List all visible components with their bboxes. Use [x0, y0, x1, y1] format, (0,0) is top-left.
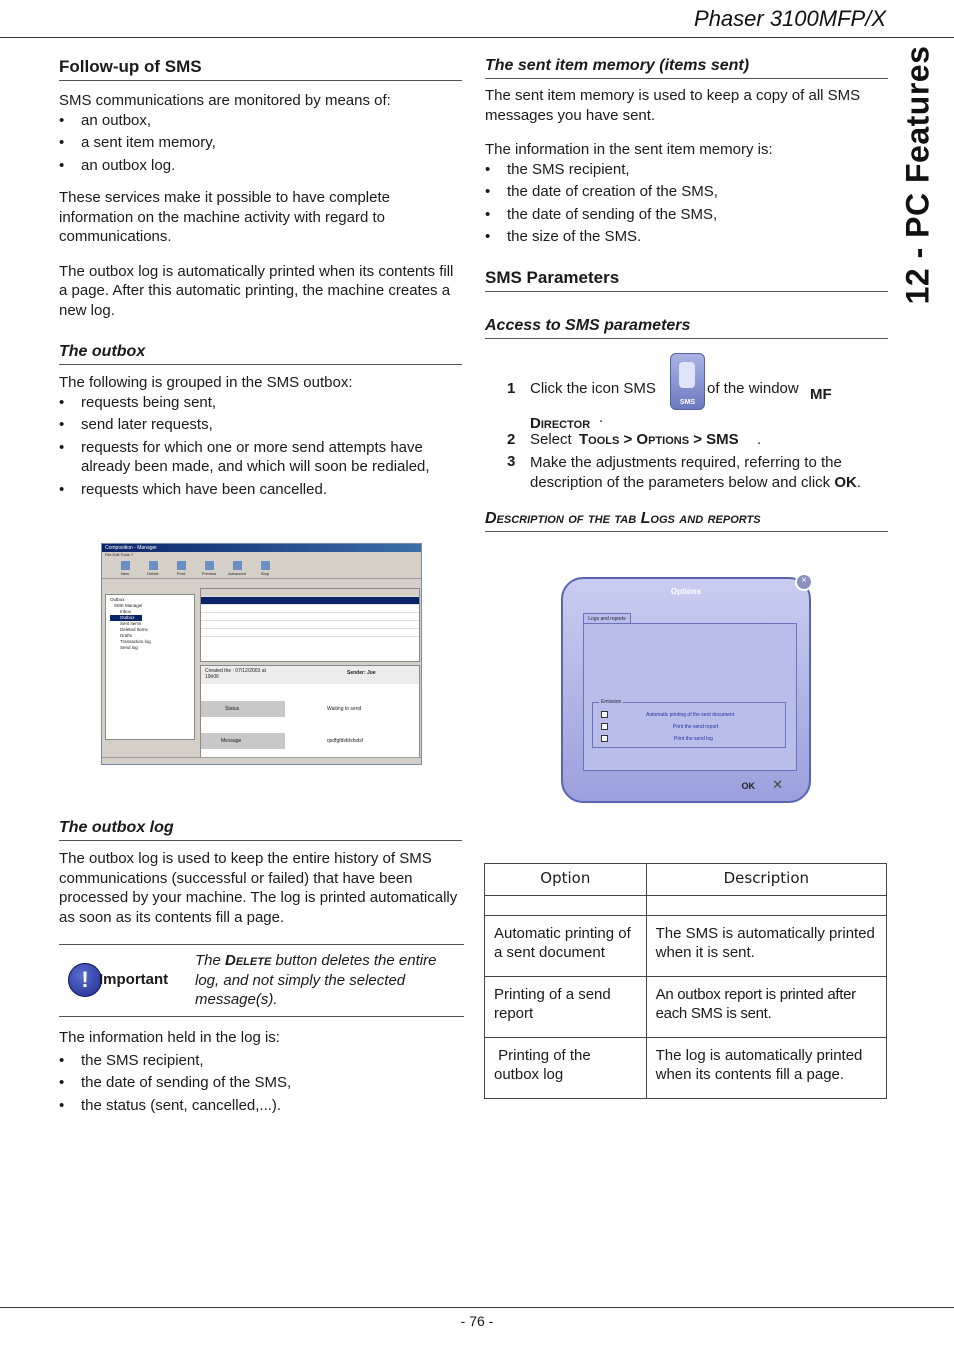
step-number: 2: [507, 431, 516, 448]
outbox-log-section: [59, 819, 462, 927]
new-button: [114, 561, 136, 576]
list-item: • the size of the SMS.: [485, 227, 888, 247]
detail-created: Created the : 07/12/2003 at 19h06: [205, 668, 266, 680]
outbox-section: [59, 343, 462, 502]
tree-item: Send log: [120, 645, 138, 650]
menu-path: Tools > Options > SMS: [579, 431, 739, 448]
sms-icon-label: SMS: [679, 399, 696, 406]
toolbar-label: Preview: [201, 570, 217, 576]
preview-icon: [205, 561, 214, 570]
outbox-heading: The outbox: [59, 343, 462, 365]
tree-item: Outbox: [110, 615, 142, 621]
menu-bar: File Edit Tools ?: [105, 552, 134, 557]
outbox-intro: The following is grouped in the SMS outbox:: [59, 374, 353, 391]
important-text: [195, 951, 457, 1010]
toolbar-label: Stop: [260, 570, 270, 576]
advanced-icon: [233, 561, 242, 570]
followup-intro: SMS communications are monitored by means of:: [59, 92, 391, 109]
table-row: [485, 915, 887, 976]
option-cell: Automatic printing of a sent document: [485, 915, 647, 976]
list-item: • the status (sent, cancelled,...).: [59, 1096, 462, 1116]
followup-paragraph: The outbox log is automatically printed when its contents fill a page. After this automatic printing, the machine creates a new log.: [59, 262, 454, 319]
step-number: 3: [507, 453, 516, 470]
option-label: Print the send report: [673, 723, 719, 730]
table-row: [201, 597, 419, 605]
table-row: [201, 621, 419, 629]
tree-item: Deleted Items: [120, 627, 148, 632]
toolbar: [102, 558, 421, 579]
tab-logs-and-reports: Logs and reports: [583, 613, 631, 624]
list-item: • the date of sending of the SMS,: [485, 205, 888, 225]
log-info-intro: The information held in the log is:: [59, 1029, 280, 1046]
option-cell: Printing of the outbox log: [485, 1037, 647, 1098]
stop-button: [254, 561, 276, 576]
description-cell: The log is automatically printed when its contents fill a page.: [646, 1037, 886, 1098]
group-label: Emission: [601, 699, 622, 705]
sent-memory-paragraph: The information in the sent item memory is:: [485, 141, 773, 158]
list-item: • requests being sent,: [59, 393, 462, 413]
checkbox: [601, 735, 608, 742]
message-detail: [200, 665, 420, 759]
table-row: [201, 605, 419, 613]
important-label: Important: [99, 971, 169, 988]
delete-button: [142, 561, 164, 576]
important-note: [59, 944, 464, 1017]
option-label: Automatic printing of the sent document: [646, 711, 735, 718]
chapter-label: 12 - PC Features: [899, 45, 936, 305]
log-info-section: [59, 1028, 462, 1118]
separator-cell: [485, 895, 647, 915]
log-info-list: [59, 1051, 462, 1116]
window-title: Composition - Manager: [102, 544, 421, 552]
followup-section: [59, 57, 462, 320]
options-title: Options: [670, 587, 702, 596]
sent-memory-section: [485, 57, 888, 250]
options-table: [484, 863, 887, 1099]
step-period: .: [599, 409, 604, 426]
table-header-row: [485, 864, 887, 896]
footer-rule: [0, 1307, 954, 1308]
step-2: [507, 430, 889, 452]
chapter-side-tab: [898, 45, 938, 305]
message-label-bar: [201, 733, 285, 749]
outbox-log-paragraph: The outbox log is used to keep the entire history of SMS communications (successful or failed) that have been processed by your machine. The log is printed automatically as soon as its contents fill a page.: [59, 850, 458, 926]
note-text: The: [195, 952, 226, 969]
list-item: • an outbox,: [59, 111, 462, 131]
step-text: Click the icon SMS: [530, 380, 656, 397]
separator-row: [485, 895, 887, 915]
print-button: [170, 561, 192, 576]
list-item: • the date of creation of the SMS,: [485, 182, 888, 202]
toolbar-label: New: [120, 570, 129, 576]
step-3: [507, 452, 889, 494]
delete-keyword: Delete: [225, 952, 272, 969]
tree-item: SMS Manager: [114, 603, 143, 608]
sent-memory-list: [485, 160, 888, 247]
toolbar-label: Delete: [147, 570, 159, 576]
document-title: Phaser 3100MFP/X: [694, 6, 886, 31]
list-item: • the date of sending of the SMS,: [59, 1073, 462, 1093]
step-text: Make the adjustments required, referring to the description of the parameters below and click: [530, 454, 842, 491]
description-heading-text: Description of the tab Logs and reports: [485, 510, 761, 527]
folder-tree: [105, 594, 195, 740]
ok-label: OK: [834, 473, 857, 491]
sent-memory-paragraph: The sent item memory is used to keep a copy of all SMS messages you have sent.: [485, 87, 861, 124]
composition-manager-screenshot: [101, 543, 422, 765]
column-header: Description: [646, 864, 886, 896]
page-number: - 76 -: [460, 1313, 494, 1329]
new-icon: [121, 561, 130, 570]
table-row: [201, 589, 419, 597]
print-icon: [177, 561, 186, 570]
option-label: Print the send log: [674, 735, 713, 742]
sent-memory-heading: The sent item memory (items sent): [485, 57, 888, 79]
access-heading: Access to SMS parameters: [485, 317, 888, 339]
step-period: .: [757, 431, 762, 448]
tree-item: Transaction log: [120, 639, 151, 644]
tree-item: Inbox: [120, 609, 132, 614]
exclamation-icon: !: [68, 963, 102, 997]
step-number: 1: [507, 380, 516, 397]
note-text: button deletes the entire log, and not simply the selected message(s).: [195, 952, 437, 1008]
step-text: of the window: [707, 380, 799, 397]
step-text: Select: [530, 431, 572, 448]
option-row: [601, 735, 713, 742]
sms-parameters-section: [485, 268, 888, 292]
access-section: [485, 317, 888, 339]
message-value: qsdfgfdsfdsfsdsf: [327, 738, 364, 744]
outbox-list: [59, 393, 462, 500]
mf-director-label: MF Director: [530, 386, 832, 432]
toolbar-label: Advanced: [228, 570, 246, 576]
description-cell: An outbox report is printed after each SMS is sent.: [646, 976, 886, 1037]
list-item: • send later requests,: [59, 415, 462, 435]
option-row: [601, 711, 734, 718]
list-item: • a sent item memory,: [59, 133, 462, 153]
ok-button: OK: [741, 781, 755, 791]
message-list: [200, 588, 420, 662]
options-window-screenshot: [561, 577, 811, 803]
cancel-icon: ✕: [772, 777, 783, 792]
stop-icon: [261, 561, 270, 570]
table-row: [485, 976, 887, 1037]
status-value: Waiting to send: [327, 706, 362, 712]
list-item: • the SMS recipient,: [485, 160, 888, 180]
description-cell: The SMS is automatically printed when it is sent.: [646, 915, 886, 976]
outbox-log-heading: The outbox log: [59, 819, 462, 841]
followup-heading: Follow-up of SMS: [59, 57, 462, 81]
list-item: • requests which have been cancelled.: [59, 480, 462, 500]
step-text: Make the adjustments required, referring to the description of the parameters below and click OK.: [530, 454, 861, 491]
tree-item: Drafts: [120, 633, 133, 638]
header-rule: [0, 37, 954, 38]
column-header: Option: [485, 864, 647, 896]
advanced-button: [226, 561, 248, 576]
toolbar-label: Print: [176, 570, 186, 576]
emission-group: [592, 699, 786, 748]
table-row: [201, 613, 419, 621]
option-cell: Printing of a send report: [485, 976, 647, 1037]
list-item: • the SMS recipient,: [59, 1051, 462, 1071]
table-row: [485, 1037, 887, 1098]
option-row: [601, 723, 718, 730]
description-section: [485, 510, 888, 532]
list-item: • an outbox log.: [59, 156, 462, 176]
description-heading: [485, 510, 888, 532]
close-icon: ×: [795, 573, 813, 591]
followup-paragraph: These services make it possible to have complete information on the machine activity with regard to communications.: [59, 189, 390, 245]
access-steps: [507, 352, 889, 494]
status-label-bar: [201, 701, 285, 717]
delete-icon: [149, 561, 158, 570]
checkbox: [601, 711, 608, 718]
list-item: • requests for which one or more send attempts have already been made, and which will soon be redialed,: [59, 438, 462, 477]
table-row: [201, 629, 419, 637]
detail-sender: Sender: Joe: [347, 670, 376, 676]
options-panel: [583, 623, 797, 771]
message-label: Message: [221, 738, 242, 744]
status-label: Status: [225, 706, 240, 712]
preview-button: [198, 561, 220, 576]
followup-list: [59, 111, 462, 176]
separator-cell: [646, 895, 886, 915]
tree-item: Sent items: [120, 621, 142, 626]
step-1: [507, 352, 889, 430]
tree-item: Outbox: [110, 597, 125, 602]
status-bar: [102, 757, 421, 764]
checkbox: [601, 723, 608, 730]
sms-parameters-heading: SMS Parameters: [485, 268, 888, 292]
